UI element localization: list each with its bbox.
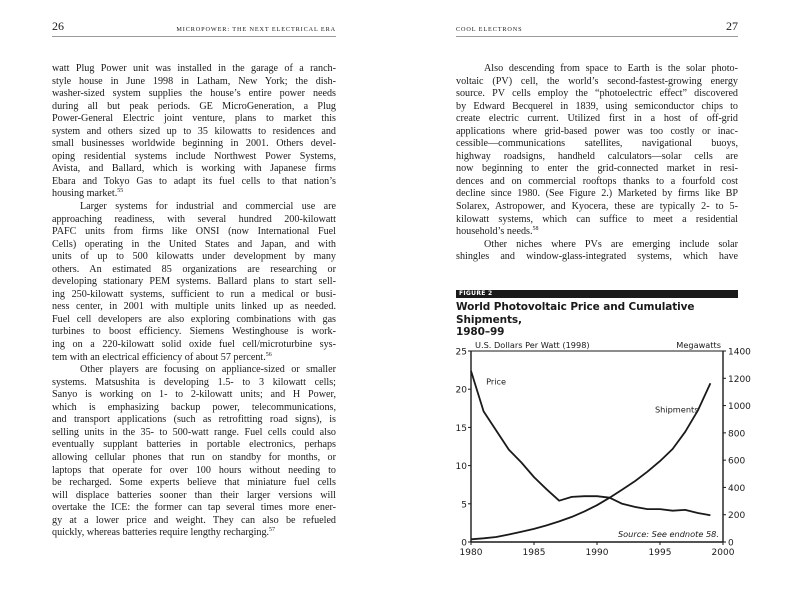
- text-line: Solarex, Astropower, and Kyocera, these are typically 2- to 5-: [456, 201, 738, 213]
- figure-title-line-1: World Photovoltaic Price and Cumulative Shipments,: [456, 301, 695, 326]
- running-head-title: MICROPOWER: THE NEXT ELECTRICAL ERA: [176, 26, 336, 33]
- series-label-shipments: Shipments: [654, 404, 699, 415]
- endnote-ref[interactable]: 56: [265, 351, 272, 358]
- text-line: voltaic (PV) cell, the world’s second-fastest-growing energy: [456, 75, 738, 87]
- text-line: shingles and window-glass-integrated systems, which have: [456, 251, 738, 263]
- text-line: selling units in the 35- to 500-watt range. Fuel cells could also: [52, 426, 336, 438]
- body-text-left: [52, 63, 336, 540]
- paragraph: [456, 239, 738, 264]
- text-line: Avista, and Ballard, which is working with Japanese firms: [52, 163, 336, 175]
- text-line: Sanyo is working on 1- to 2-kilowatt units; and H Power,: [52, 389, 336, 401]
- paragraph: [52, 364, 336, 540]
- text-line: PAFC units from firms like ONSI (now International Fuel: [52, 226, 336, 238]
- text-line: and transport applications (such as retrofitting road signs), is: [52, 414, 336, 426]
- text-line: create electric current. Utilized first in a host of off-grid: [456, 113, 738, 125]
- y-left-tick-label: 0: [461, 538, 467, 549]
- source-annotation: Source: See endnote 58.: [617, 529, 719, 539]
- y-right-tick-label: 1000: [728, 402, 751, 413]
- text-line: gy at a lower price and weight. They can also be refueled: [52, 514, 336, 526]
- endnote-ref[interactable]: 57: [269, 527, 276, 534]
- running-head-title: COOL ELECTRONS: [456, 26, 523, 33]
- text-line: cessible—communications satellites, navigational buoys,: [456, 138, 738, 150]
- endnote-ref[interactable]: 58: [532, 226, 539, 233]
- x-tick-label: 1980: [459, 548, 483, 558]
- text-line: turbines to boost efficiency. Siemens Westinghouse is work-: [52, 326, 336, 338]
- text-line: ing 250-kilowatt systems, sufficient to run a medical or busi-: [52, 288, 336, 300]
- y-left-tick-label: 10: [455, 462, 467, 473]
- text-line: approaching readiness, with several hundred 200-kilowatt: [52, 213, 336, 225]
- text-line: washer-sized system supplies the house’s entire power needs: [52, 88, 336, 100]
- text-line: Power-General Electric joint venture, plans to market this: [52, 113, 336, 125]
- text-line: ness center, in 2001 with multiple units linked up as needed.: [52, 301, 336, 313]
- text-line: tem with an electrical efficiency of about 57 percent.$^{56}$: [52, 351, 272, 363]
- x-tick-label: 1990: [585, 548, 609, 558]
- series-line-price: [471, 371, 710, 515]
- x-tick-label: 1995: [648, 548, 672, 558]
- x-tick-label: 2000: [711, 548, 735, 558]
- text-line: ing on a 220-kilowatt solid oxide fuel cell/microturbine sys-: [52, 339, 336, 351]
- pv-price-shipments-chart: [444, 332, 764, 577]
- text-line: small businesses worldwide beginning in 2001. Others devel-: [52, 138, 336, 150]
- chart-lines: [471, 371, 710, 539]
- y-right-tick-label: 600: [728, 456, 746, 467]
- y-right-tick-label: 200: [728, 511, 746, 522]
- page-number: 26: [52, 19, 64, 33]
- text-line: highway roadsigns, handheld calculators—solar cells are: [456, 150, 738, 162]
- text-line: eventually supplant batteries in portable electronics, perhaps: [52, 439, 336, 451]
- text-line: others. An estimated 85 organizations are researching or: [52, 263, 336, 275]
- text-line: kilowatt systems, which can suffice to meet a residential: [456, 213, 738, 225]
- y-left-tick-label: 15: [455, 423, 467, 434]
- y-right-tick-label: 1200: [728, 374, 751, 385]
- endnote-ref[interactable]: 55: [117, 188, 124, 195]
- text-line: Larger systems for industrial and commercial use are: [80, 201, 336, 213]
- text-line: systems. Matsushita is developing 1.5- to 3 kilowatt cells;: [52, 376, 336, 388]
- text-line: Ebara and Tokyo Gas to adapt its fuel cells to that nation’s: [52, 175, 336, 187]
- y-left-tick-label: 5: [461, 500, 467, 511]
- y-left-tick-label: 25: [455, 347, 467, 358]
- x-tick-label: 1985: [522, 548, 546, 558]
- text-line: laptops that operate for over 100 hours without needing to: [52, 464, 336, 476]
- text-line: oping residential systems include Northwest Power Systems,: [52, 150, 336, 162]
- series-label-price: Price: [486, 376, 507, 387]
- text-line: allowing cellular phones that run on standby for months, or: [52, 451, 336, 463]
- text-line: by Edward Becquerel in 1839, using semiconductor chips to: [456, 100, 738, 112]
- text-line: Other niches where PVs are emerging include solar: [484, 238, 738, 250]
- text-line: watt Plug Power unit was installed in the garage of a ranch-: [52, 63, 336, 74]
- text-line: during all but peak periods. GE MicroGeneration, a Plug: [52, 100, 336, 112]
- text-line: dences and on commercial rooftops thanks to a fourfold cost: [456, 175, 738, 187]
- y-right-tick-label: 1400: [728, 347, 751, 358]
- text-line: overtake the ICE: the former can tap several times more ener-: [52, 502, 336, 514]
- text-line: quickly, whereas batteries require lengthy recharging.$^{57}$: [52, 527, 276, 539]
- text-line: housing market.$^{55}$: [52, 188, 124, 200]
- text-line: units of up to 500 kilowatts under development by many: [52, 251, 336, 263]
- text-line: Fuel cell developers are also exploring combinations with gas: [52, 313, 336, 325]
- y-right-tick-label: 400: [728, 483, 746, 494]
- y-left-tick-label: 20: [455, 385, 467, 396]
- y-right-axis-title: Megawatts: [676, 340, 721, 350]
- paragraph: [456, 63, 738, 239]
- text-line: be recharged. Some experts believe that miniature fuel cells: [52, 477, 336, 489]
- text-line: style house in June 1998 in Latham, New York; the dish-: [52, 75, 336, 87]
- text-line: will displace batteries sooner than their larger versions will: [52, 489, 336, 501]
- body-text-right: [456, 63, 738, 264]
- text-line: source. PV cells employ the “photoelectric effect” discovered: [456, 88, 738, 100]
- chart-labels: [456, 340, 752, 558]
- text-line: household’s needs.$^{58}$: [456, 226, 539, 238]
- y-right-tick-label: 800: [728, 429, 746, 440]
- figure-label: FIGURE 2: [459, 290, 493, 297]
- line-chart: [444, 332, 764, 572]
- text-line: system and others sized up to 35 kilowatts to residences and: [52, 125, 336, 137]
- figure-label-bar: [456, 290, 738, 298]
- y-right-tick-label: 0: [728, 538, 734, 549]
- right-page: [396, 0, 792, 612]
- text-line: now beginning to enter the grid-connected market in resi-: [456, 163, 738, 175]
- text-line: Other players are focusing on appliance-sized or smaller: [80, 364, 336, 376]
- paragraph: [52, 201, 336, 364]
- text-line: Cells) operating in the United States and Japan, and with: [52, 238, 336, 250]
- running-head-left: [52, 19, 336, 37]
- text-line: which is emphasizing backup power, telecommunications,: [52, 401, 336, 413]
- text-line: developing stationary PEM systems. Ballard plans to start sell-: [52, 276, 336, 288]
- y-left-axis-title: U.S. Dollars Per Watt (1998): [475, 340, 590, 350]
- figure-title-line-2: 1980–99: [456, 326, 505, 338]
- text-line: Also descending from space to Earth is the solar photo-: [484, 63, 738, 74]
- text-line: applications where grid-based power was too costly or inac-: [456, 125, 738, 137]
- page-number: 27: [726, 19, 738, 33]
- paragraph: [52, 63, 336, 201]
- text-line: decline since 1980. (See Figure 2.) Marketed by firms like BP: [456, 188, 738, 200]
- running-head-right: [456, 19, 738, 37]
